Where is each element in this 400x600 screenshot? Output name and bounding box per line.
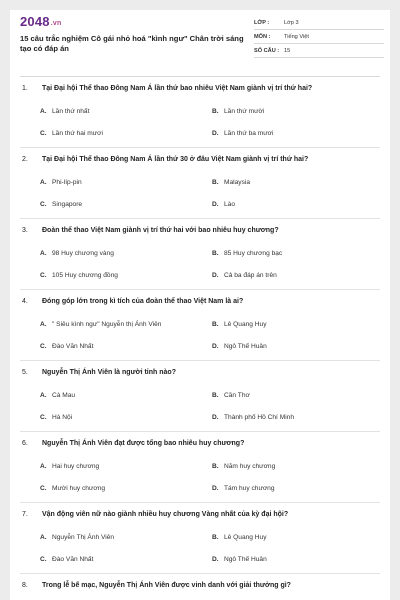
option-a[interactable]: [40, 250, 114, 257]
meta-row-class: [254, 16, 384, 30]
question-number: 1.: [22, 85, 28, 92]
option-label: Lần thứ nhất: [52, 108, 90, 115]
option-label: Lần thứ ba mươi: [224, 130, 274, 137]
option-label: Cần Thơ: [224, 392, 250, 399]
question-divider: [20, 360, 380, 361]
option-label: 98 Huy chương vàng: [52, 250, 114, 257]
option-letter: D.: [212, 272, 219, 279]
option-d[interactable]: [212, 414, 294, 421]
meta-key: LỚP :: [254, 19, 270, 26]
meta-row-count: [254, 44, 384, 58]
option-letter: A.: [40, 392, 47, 399]
option-b[interactable]: [212, 179, 250, 186]
question-number: 6.: [22, 440, 28, 447]
option-label: Đào Văn Nhất: [52, 343, 94, 350]
option-letter: B.: [212, 179, 219, 186]
option-letter: D.: [212, 485, 219, 492]
option-letter: C.: [40, 414, 47, 421]
question-label: Nguyễn Thị Ánh Viên là người tỉnh nào?: [42, 369, 176, 376]
option-label: Ngô Thế Huân: [224, 556, 267, 563]
option-letter: D.: [212, 414, 219, 421]
option-d[interactable]: [212, 485, 275, 492]
question-number: 4.: [22, 298, 28, 305]
option-letter: B.: [212, 250, 219, 257]
meta-table: [254, 16, 384, 58]
question-number: 3.: [22, 227, 28, 234]
option-label: Malaysia: [224, 179, 251, 186]
question-number: 8.: [22, 582, 28, 589]
question-label: Nguyễn Thị Ánh Viên đạt được tổng bao nhiêu huy chương?: [42, 440, 245, 447]
option-c[interactable]: [40, 414, 72, 421]
meta-key: MÔN :: [254, 33, 271, 40]
question-number: 2.: [22, 156, 28, 163]
option-letter: C.: [40, 272, 47, 279]
question-text: [22, 85, 312, 92]
option-label: Đào Văn Nhất: [52, 556, 94, 563]
option-letter: B.: [212, 392, 219, 399]
question-label: Vận động viên nữ nào giành nhiều huy chương Vàng nhất của kỳ đại hội?: [42, 511, 289, 518]
option-letter: C.: [40, 201, 47, 208]
question-divider: [20, 573, 380, 574]
question-text: [22, 369, 176, 376]
option-b[interactable]: [212, 108, 264, 115]
question-number: 5.: [22, 369, 28, 376]
option-letter: B.: [212, 534, 219, 541]
question-label: Tại Đại hội Thể thao Đông Nam Á lần thứ 30 ở đâu Việt Nam giành vị trí thứ hai?: [42, 156, 309, 163]
worksheet-header: [10, 10, 390, 70]
option-a[interactable]: [40, 463, 99, 470]
option-letter: A.: [40, 534, 47, 541]
question-label: Đóng góp lớn trong kì tích của đoàn thể thao Việt Nam là ai?: [42, 298, 244, 305]
question-divider: [20, 147, 380, 148]
option-letter: A.: [40, 321, 47, 328]
option-label: Thành phố Hồ Chí Minh: [224, 414, 295, 421]
question-divider: [20, 289, 380, 290]
option-label: Lần thứ hai mươi: [52, 130, 103, 137]
option-letter: D.: [212, 130, 219, 137]
question-label: Trong lễ bế mạc, Nguyễn Thị Ánh Viên được vinh danh với giải thưởng gì?: [42, 582, 291, 589]
option-b[interactable]: [212, 321, 267, 328]
option-letter: C.: [40, 343, 47, 350]
option-letter: A.: [40, 250, 47, 257]
option-label: Cả ba đáp án trên: [224, 272, 277, 279]
option-c[interactable]: [40, 272, 118, 279]
question-number: 7.: [22, 511, 28, 518]
option-label: Lào: [224, 201, 236, 208]
option-letter: A.: [40, 463, 47, 470]
option-d[interactable]: [212, 272, 277, 279]
option-label: Lê Quang Huy: [224, 534, 267, 541]
option-label: Hai huy chương: [52, 463, 100, 470]
option-label: " Siêu kình ngư" Nguyễn thị Ánh Viên: [52, 321, 162, 328]
option-letter: B.: [212, 463, 219, 470]
option-label: Lần thứ mười: [224, 108, 265, 115]
option-label: Phi-líp-pin: [52, 179, 82, 186]
question-text: [22, 156, 308, 163]
worksheet-page: [10, 10, 390, 600]
option-label: 85 Huy chương bạc: [224, 250, 283, 257]
option-letter: D.: [212, 343, 219, 350]
question-text: [22, 511, 288, 518]
option-a[interactable]: [40, 534, 114, 541]
option-label: Ngô Thế Huân: [224, 343, 267, 350]
option-letter: B.: [212, 321, 219, 328]
option-label: 105 Huy chương đồng: [52, 272, 118, 279]
logo-suffix: .vn: [50, 20, 62, 27]
option-d[interactable]: [212, 130, 273, 137]
option-letter: C.: [40, 130, 47, 137]
meta-value: 15: [284, 47, 291, 54]
option-c[interactable]: [40, 201, 82, 208]
question-text: [22, 582, 291, 589]
question-label: Tại Đại hội Thể thao Đông Nam Á lần thứ bao nhiêu Việt Nam giành vị trí thứ hai?: [42, 85, 313, 92]
option-label: Năm huy chương: [224, 463, 276, 470]
option-d[interactable]: [212, 201, 235, 208]
option-letter: D.: [212, 556, 219, 563]
logo-text: 2048: [20, 14, 50, 29]
site-logo[interactable]: [20, 14, 61, 29]
page-title: 15 câu trắc nghiệm Cô gái nhỏ hoá "kình ngư" Chân trời sáng tạo có đáp án: [20, 34, 244, 53]
option-letter: C.: [40, 556, 47, 563]
option-label: Singapore: [52, 201, 83, 208]
option-a[interactable]: [40, 392, 75, 399]
meta-value: Lớp 3: [284, 19, 299, 26]
option-label: Hà Nội: [52, 414, 73, 421]
option-a[interactable]: [40, 108, 89, 115]
option-a[interactable]: [40, 321, 161, 328]
meta-row-subject: [254, 30, 384, 44]
meta-key: SỐ CÂU :: [254, 47, 280, 54]
question-text: [22, 298, 243, 305]
option-b[interactable]: [212, 463, 275, 470]
option-d[interactable]: [212, 556, 267, 563]
option-c[interactable]: [40, 343, 93, 350]
option-letter: C.: [40, 485, 47, 492]
question-divider: [20, 502, 380, 503]
question-divider: [20, 218, 380, 219]
option-d[interactable]: [212, 343, 267, 350]
header-divider: [20, 76, 380, 77]
option-a[interactable]: [40, 179, 82, 186]
option-label: Tám huy chương: [224, 485, 275, 492]
option-b[interactable]: [212, 392, 250, 399]
option-letter: A.: [40, 179, 47, 186]
option-b[interactable]: [212, 534, 267, 541]
option-label: Mười huy chương: [52, 485, 106, 492]
option-c[interactable]: [40, 130, 103, 137]
question-text: [22, 227, 279, 234]
option-letter: B.: [212, 108, 219, 115]
option-c[interactable]: [40, 556, 93, 563]
question-label: Đoàn thể thao Việt Nam giành vị trí thứ hai với bao nhiêu huy chương?: [42, 227, 279, 234]
option-label: Nguyễn Thị Ánh Viên: [52, 534, 115, 541]
meta-value: Tiếng Việt: [284, 33, 309, 40]
option-letter: A.: [40, 108, 47, 115]
option-letter: D.: [212, 201, 219, 208]
option-label: Lê Quang Huy: [224, 321, 267, 328]
question-text: [22, 440, 244, 447]
option-b[interactable]: [212, 250, 282, 257]
option-c[interactable]: [40, 485, 105, 492]
question-divider: [20, 431, 380, 432]
option-label: Cà Mau: [52, 392, 76, 399]
